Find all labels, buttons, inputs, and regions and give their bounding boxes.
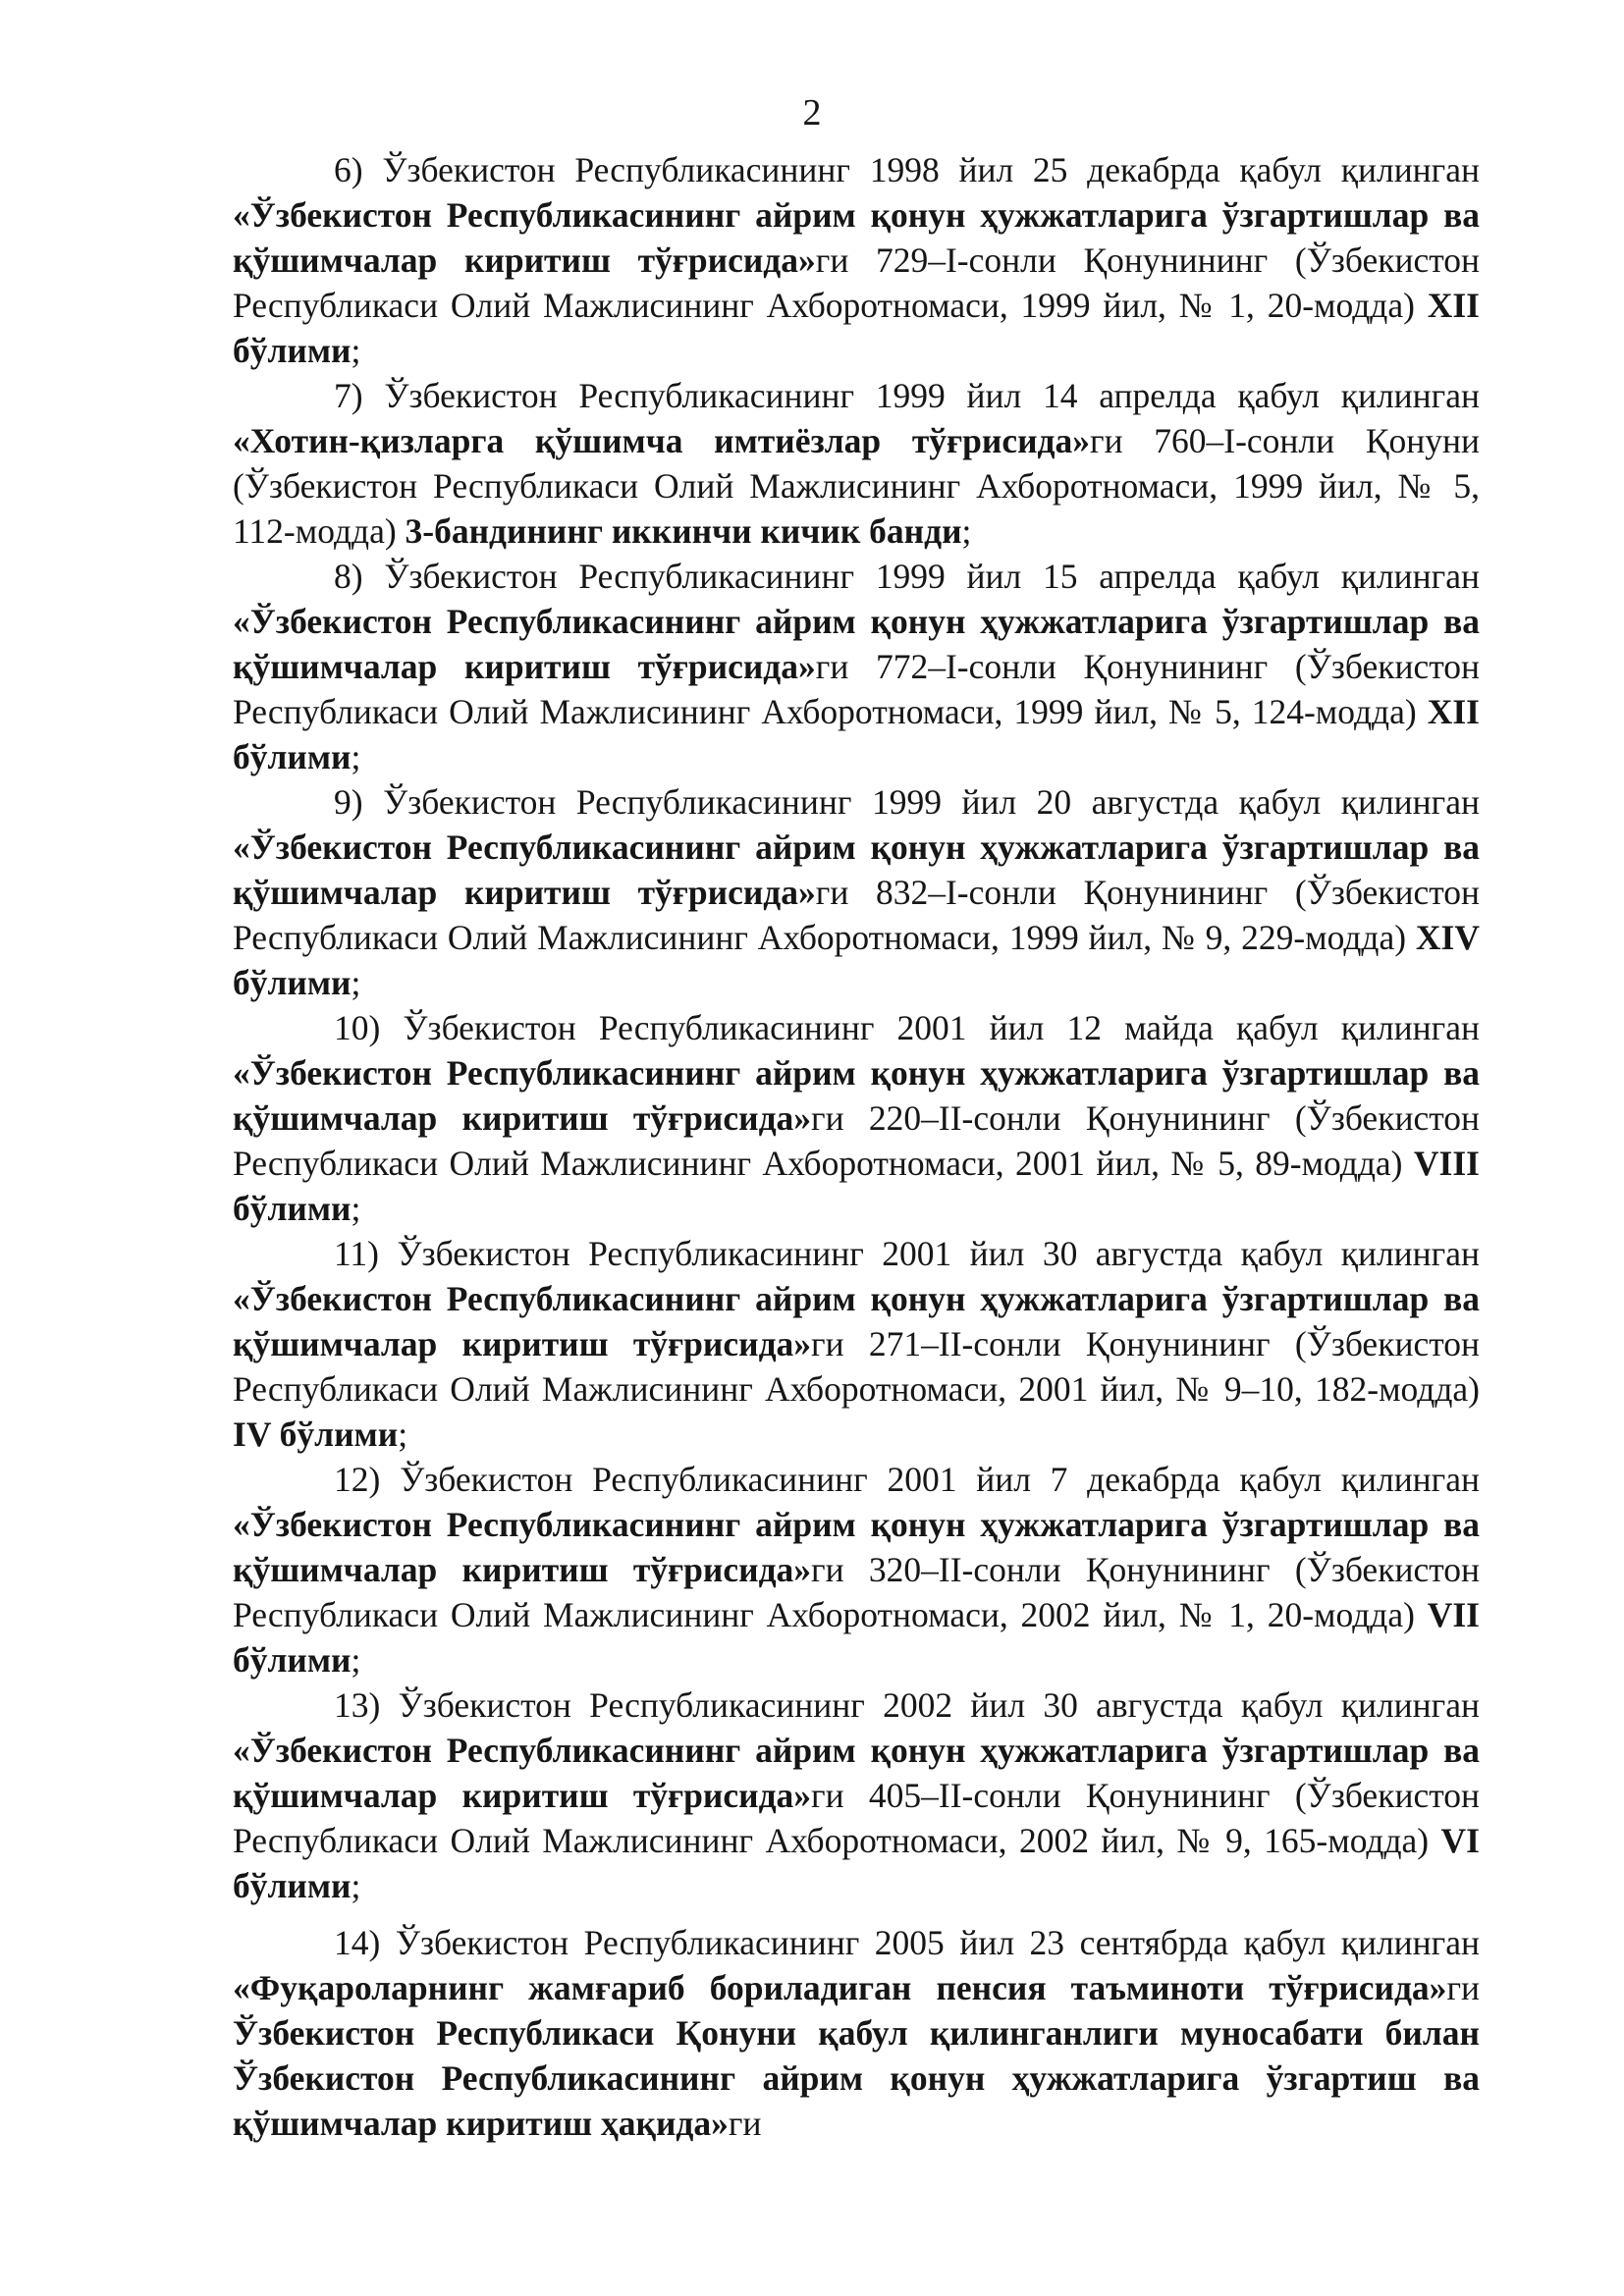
list-item xyxy=(233,1920,1480,2146)
item-ending: ; xyxy=(398,1415,408,1454)
item-intro: 13) Ўзбекистон Республикасининг 2002 йил 30 августда қабул қилинган xyxy=(334,1685,1480,1725)
item-intro: 10) Ўзбекистон Республикасининг 2001 йил 12 майда қабул қилинган xyxy=(334,1008,1480,1047)
list-item xyxy=(233,1231,1480,1457)
item-intro: 6) Ўзбекистон Республикасининг 1998 йил 25 декабрда қабул қилинган xyxy=(334,150,1480,189)
law-title: «Ўзбекистон Республикасининг айрим қонун ҳужжатларига ўзгартишлар ва қўшимчалар киритиш тўғрисида» xyxy=(233,1731,1480,1815)
item-intro: 8) Ўзбекистон Республикасининг 1999 йил 15 апрелда қабул қилинган xyxy=(334,557,1480,596)
item-reference: ги 405–II-сонли Қонунининг (Ўзбекистон Республикаси Олий Мажлисининг Ахборотномаси, 2002 йил, № 9, 165-модда) xyxy=(233,1776,1480,1860)
law-section: XII бўлими xyxy=(233,286,1480,370)
page-number: 2 xyxy=(802,92,822,133)
item-reference: ги 760–I-сонли Қонуни (Ўзбекистон Республикаси Олий Мажлисининг Ахборотномаси, 1999 йил, № 5, 112-модда) xyxy=(233,421,1481,551)
list-item xyxy=(233,554,1480,779)
law-list xyxy=(233,147,1480,2146)
item-reference: ги 271–II-сонли Қонунининг (Ўзбекистон Республикаси Олий Мажлисининг Ахборотномаси, 2001 йил, № 9–10, 182-модда) xyxy=(233,1324,1480,1409)
item-intro: 14) Ўзбекистон Республикасининг 2005 йил 23 сентябрда қабул қилинган xyxy=(334,1923,1480,1962)
item-ending: ги xyxy=(728,2104,762,2143)
list-item xyxy=(233,1682,1480,1908)
law-title: «Ўзбекистон Республикасининг айрим қонун ҳужжатларига ўзгартишлар ва қўшимчалар киритиш тўғрисида» xyxy=(233,195,1480,280)
item-ending: ; xyxy=(351,1640,361,1680)
item-ending: ; xyxy=(351,1866,361,1905)
list-item xyxy=(233,373,1480,554)
item-reference: ги xyxy=(1446,1968,1480,2007)
law-title: «Хотин-қизларга қўшимча имтиёзлар тўғрисида» xyxy=(233,421,1091,460)
item-intro: 12) Ўзбекистон Республикасининг 2001 йил 7 декабрда қабул қилинган xyxy=(334,1460,1480,1499)
law-section: Ўзбекистон Республикаси Қонуни қабул қилинганлиги муносабати билан Ўзбекистон Республикасининг айрим қонун ҳужжатларига ўзгартиш ва қўшимчалар киритиш ҳақида» xyxy=(233,2013,1480,2143)
list-item xyxy=(233,147,1480,373)
item-reference: ги 832–I-сонли Қонунининг (Ўзбекистон Республикаси Олий Мажлисининг Ахборотномаси, 1999 йил, № 9, 229-модда) xyxy=(233,873,1480,957)
item-reference: ги 320–II-сонли Қонунининг (Ўзбекистон Республикаси Олий Мажлисининг Ахборотномаси, 2002 йил, № 1, 20-модда) xyxy=(233,1550,1480,1634)
list-item xyxy=(233,1005,1480,1231)
law-title: «Ўзбекистон Республикасининг айрим қонун ҳужжатларига ўзгартишлар ва қўшимчалар киритиш тўғрисида» xyxy=(233,1505,1480,1589)
list-item xyxy=(233,779,1480,1005)
item-ending: ; xyxy=(351,737,361,776)
law-section: XIV бўлими xyxy=(233,918,1480,1002)
law-title: «Ўзбекистон Республикасининг айрим қонун ҳужжатларига ўзгартишлар ва қўшимчалар киритиш тўғрисида» xyxy=(233,1279,1480,1363)
law-title: «Фуқароларнинг жамғариб бориладиган пенсия таъминоти тўғрисида» xyxy=(233,1968,1447,2007)
law-section: XII бўлими xyxy=(233,692,1480,776)
item-reference: ги 729–I-сонли Қонунининг (Ўзбекистон Республикаси Олий Мажлисининг Ахборотномаси, 1999 йил, № 1, 20-модда) xyxy=(233,240,1480,325)
law-section: VII бўлими xyxy=(233,1595,1480,1680)
list-item xyxy=(233,1457,1480,1682)
item-ending: ; xyxy=(351,963,361,1002)
item-ending: ; xyxy=(351,1189,361,1228)
item-intro: 9) Ўзбекистон Республикасининг 1999 йил 20 августда қабул қилинган xyxy=(334,782,1480,822)
item-reference: ги 772–I-сонли Қонунининг (Ўзбекистон Республикаси Олий Мажлисининг Ахборотномаси, 1999 йил, № 5, 124-модда) xyxy=(233,647,1480,731)
item-intro: 7) Ўзбекистон Республикасининг 1999 йил 14 апрелда қабул қилинган xyxy=(334,376,1480,415)
law-section: 3-бандининг иккинчи кичик банди xyxy=(405,511,962,551)
law-section: IV бўлими xyxy=(233,1415,399,1454)
law-section: VIII бўлими xyxy=(233,1144,1480,1228)
law-section: VI бўлими xyxy=(233,1821,1480,1905)
law-title: «Ўзбекистон Республикасининг айрим қонун ҳужжатларига ўзгартишлар ва қўшимчалар киритиш тўғрисида» xyxy=(233,602,1480,686)
law-title: «Ўзбекистон Республикасининг айрим қонун ҳужжатларига ўзгартишлар ва қўшимчалар киритиш тўғрисида» xyxy=(233,828,1480,912)
item-intro: 11) Ўзбекистон Республикасининг 2001 йил 30 августда қабул қилинган xyxy=(334,1234,1480,1273)
item-reference: ги 220–II-сонли Қонунининг (Ўзбекистон Республикаси Олий Мажлисининг Ахборотномаси, 2001 йил, № 5, 89-модда) xyxy=(233,1098,1480,1183)
item-ending: ; xyxy=(351,331,361,370)
law-title: «Ўзбекистон Республикасининг айрим қонун ҳужжатларига ўзгартишлар ва қўшимчалар киритиш тўғрисида» xyxy=(233,1053,1480,1138)
item-ending: ; xyxy=(961,511,972,551)
